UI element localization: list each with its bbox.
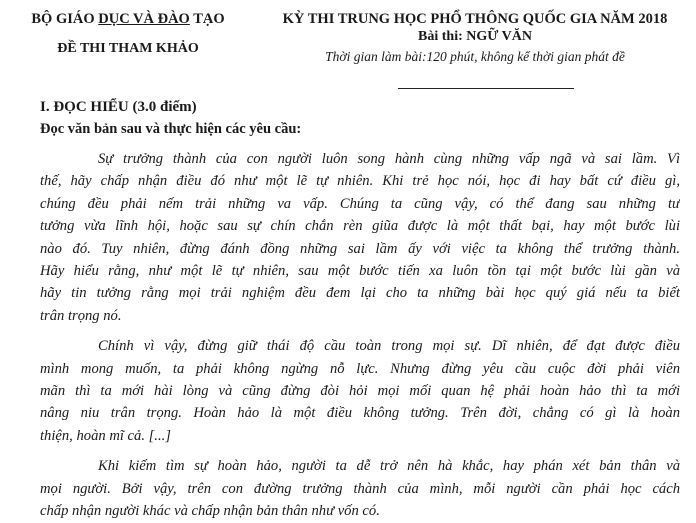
passage-line: thế, hãy chấp nhận điều đó như một lẽ tự nhiên. Khi trẻ học nói, học đi hay bất cứ điều gì, — [40, 173, 680, 190]
exam-subject: Bài thi: NGỮ VĂN — [418, 29, 532, 44]
section-instruction: Đọc văn bản sau và thực hiện các yêu cầu: — [40, 121, 302, 137]
passage-line: mãn thì ta mới hài lòng và cũng đừng đòi hỏi mọi mối quan hệ phải hoàn hảo thì ta mới — [40, 383, 680, 400]
exam-duration: Thời gian làm bài:120 phút, không kể thời gian phát đề — [325, 49, 625, 64]
ministry-name-suffix: TẠO — [189, 11, 225, 27]
passage-line: Sự trưởng thành của con người luôn song hành cùng những vấp ngã và sai lầm. Vì — [98, 151, 680, 167]
passage-paragraph — [40, 335, 680, 447]
passage-line: mình mong muốn, ta phải không ngừng nỗ lực. Nhưng đừng yêu cầu cuộc đời phải viên — [40, 360, 680, 377]
ministry-name-underlined: DỤC VÀ ĐÀO — [98, 11, 190, 27]
passage-line: Chính vì vậy, đừng giữ thái độ cầu toàn trong mọi sự. Dĩ nhiên, để đạt được điều — [98, 338, 680, 355]
exam-type-label: ĐỀ THI THAM KHẢO — [57, 41, 199, 56]
passage-line: mọi người. Bởi vậy, trên con đường trưởng thành của mình, mỗi người cần phải học cách — [40, 480, 680, 497]
passage-line: hãy tin tưởng rằng mọi trải nghiệm đều đem lại cho ta những bài học quý giá nếu ta biết — [40, 285, 680, 302]
paragraph-gap — [40, 447, 680, 455]
passage-line: chấp nhận người khác và chấp nhận bản thân như vốn có. — [40, 503, 380, 520]
header-divider — [398, 88, 574, 89]
passage-line: Hãy hiểu rằng, như một lẽ tự nhiên, sau một bước tiến xa luôn tồn tại một bước lùi gần và — [40, 263, 680, 280]
ministry-name-prefix: BỘ GIÁO — [31, 11, 99, 27]
passage-line: trân trọng nó. — [40, 307, 122, 324]
paragraph-gap — [40, 327, 680, 335]
passage-line: nào đó. Tuy nhiên, đừng đánh đồng những sai lầm ấy với việc ta không thể trưởng thành. — [40, 240, 680, 257]
header-right-block — [262, 10, 688, 66]
passage-line: nâng niu trân trọng. Hoàn hảo là một điều không tưởng. Trên đời, chẳng có gì là hoàn — [40, 405, 680, 422]
header-left-block — [8, 10, 248, 58]
passage-line: chúng đều phải nếm trải những va vấp. Chúng ta cũng vậy, có thể đang sau những tư — [40, 195, 680, 212]
passage-paragraph — [40, 148, 680, 327]
passage-line: thiện, hoàn mĩ cả. [...] — [40, 427, 171, 444]
passage-line: tưởng vừa lĩnh hội, hoặc sau sự chín chắn rèn giũa được là một thất bại, hay một bước lùi — [40, 218, 680, 235]
ministry-name — [8, 10, 248, 28]
reading-passage — [40, 148, 680, 523]
passage-line: Khi kiếm tìm sự hoàn hảo, người ta dễ trở nên hà khắc, hay phán xét bản thân và — [98, 458, 680, 475]
section-title: I. ĐỌC HIỂU (3.0 điểm) — [40, 99, 197, 115]
exam-title: KỲ THI TRUNG HỌC PHỔ THÔNG QUỐC GIA NĂM 2018 — [282, 11, 668, 27]
passage-paragraph — [40, 455, 680, 522]
